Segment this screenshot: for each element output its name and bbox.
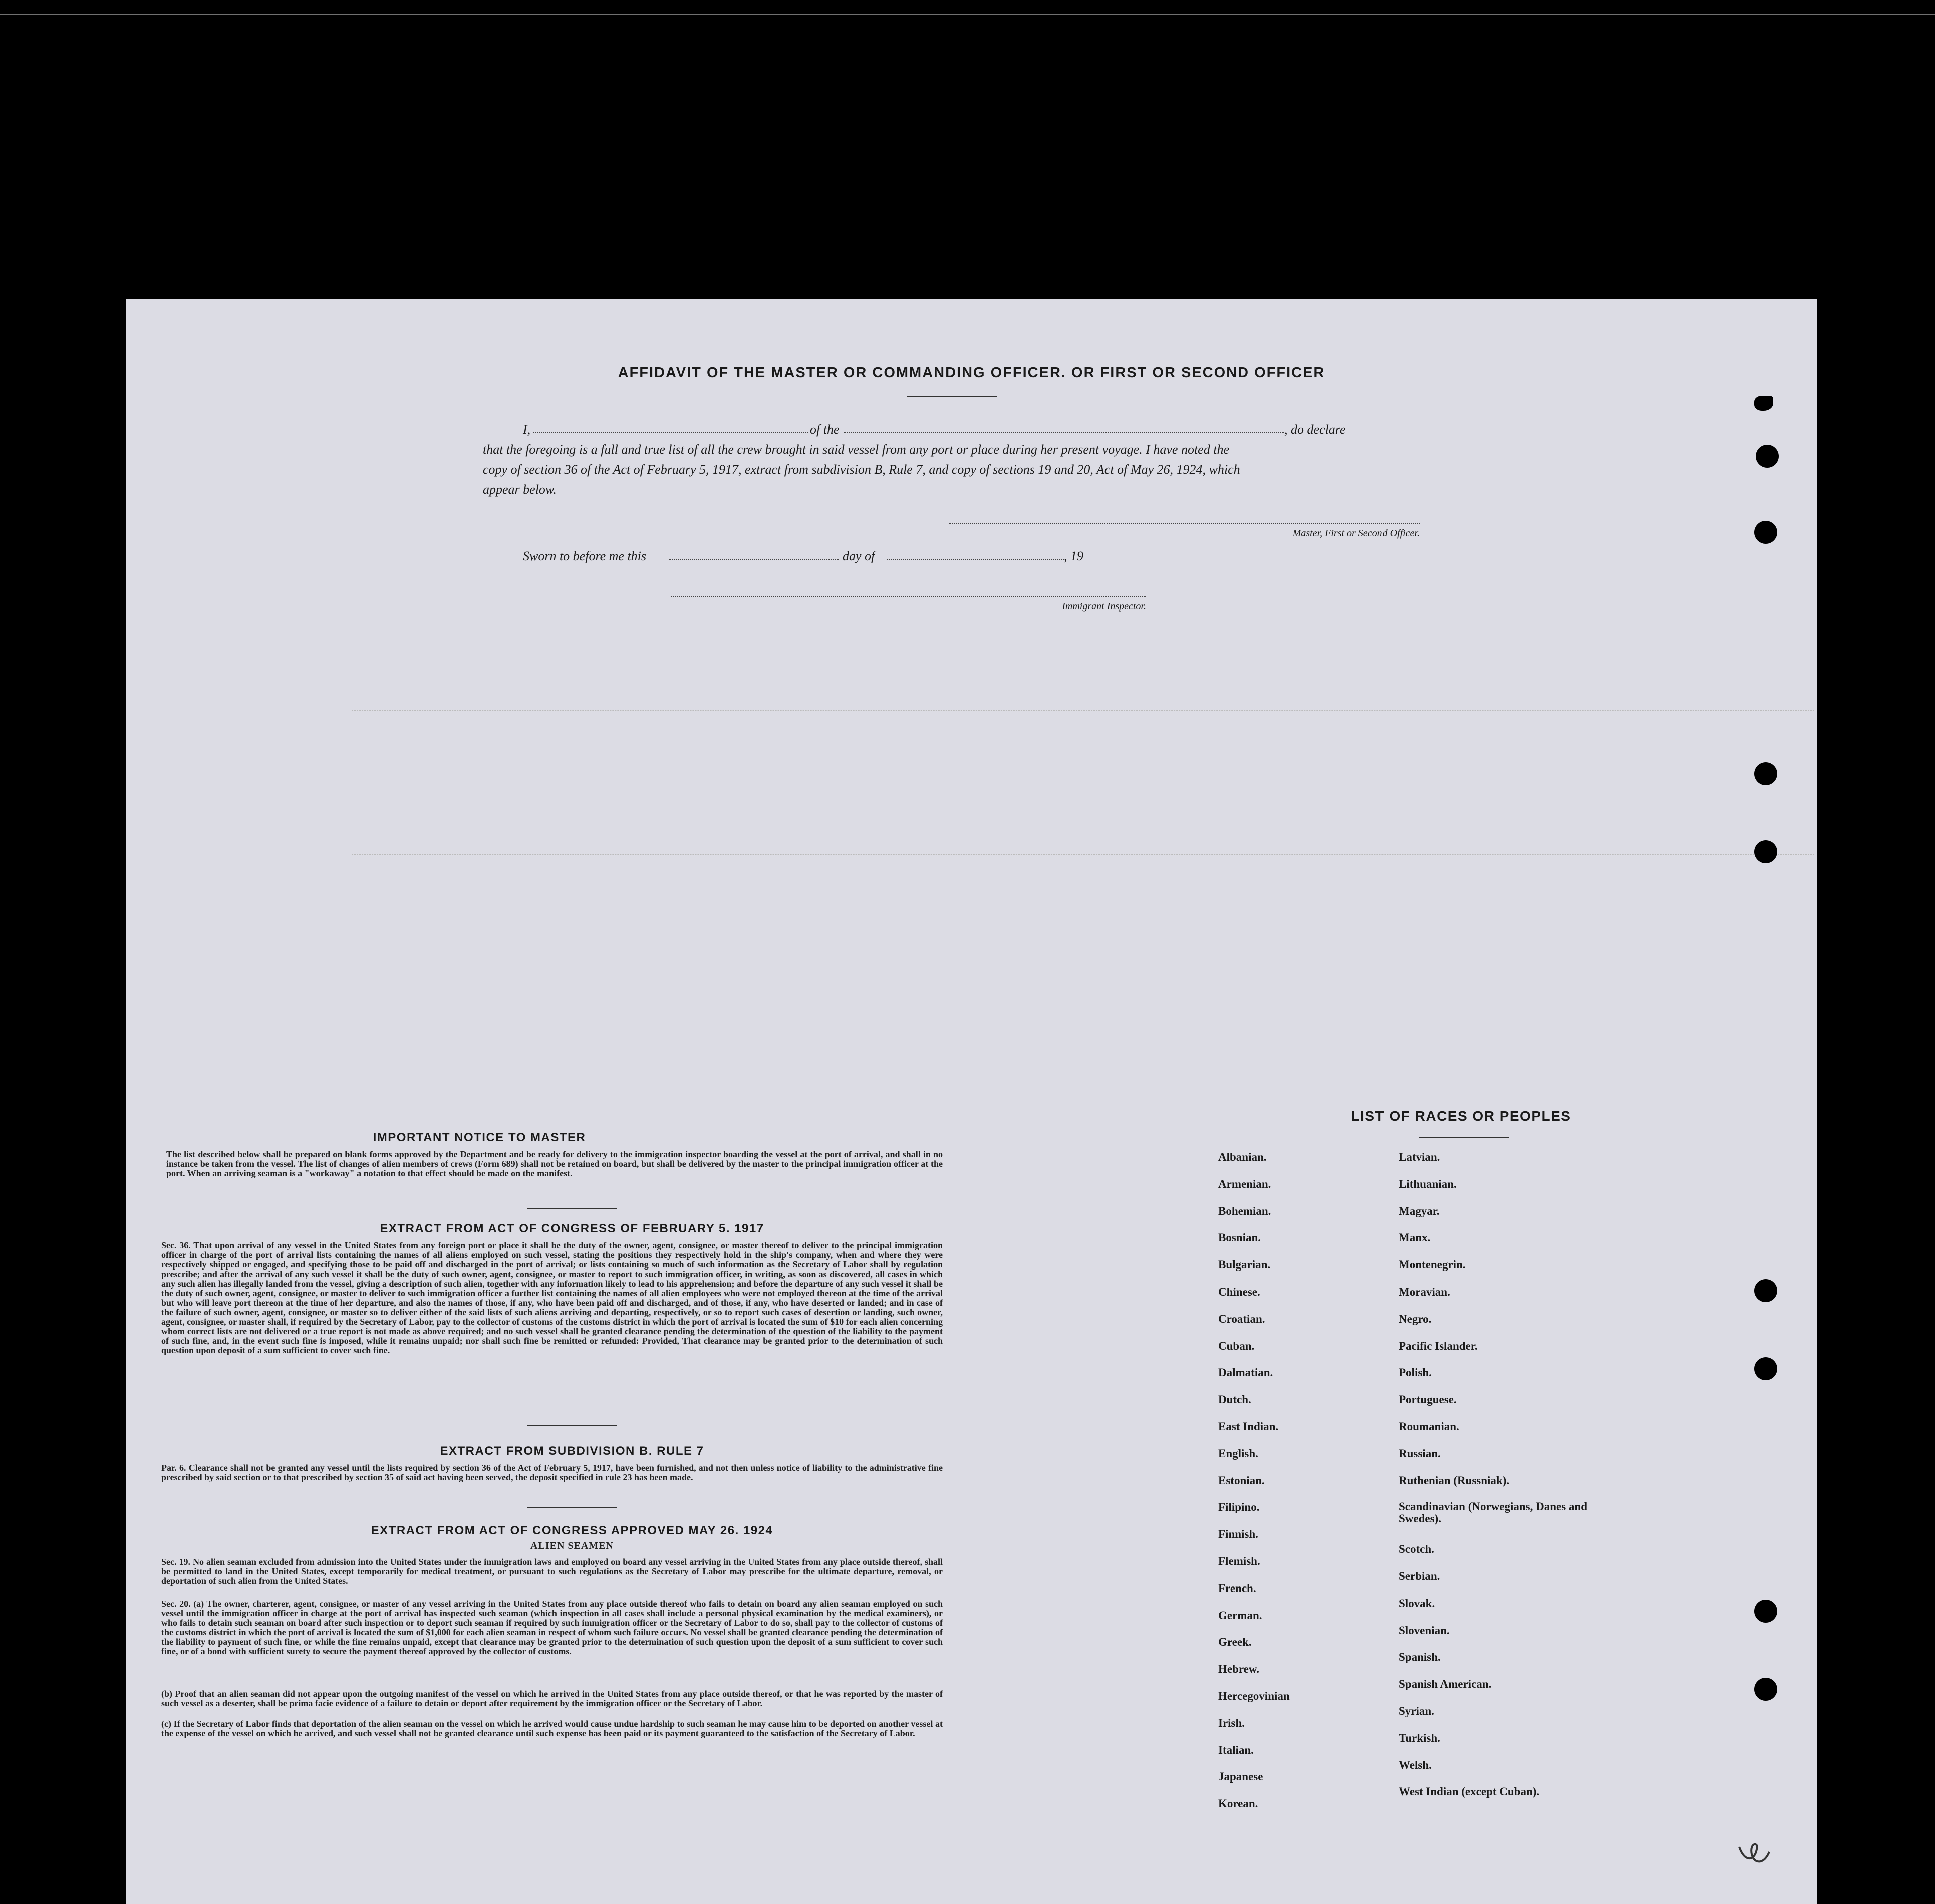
race-item: Greek. [1218, 1636, 1252, 1649]
master-caption: Master, First or Second Officer. [1292, 528, 1420, 539]
race-item: Negro. [1399, 1312, 1432, 1325]
race-item: Italian. [1218, 1743, 1254, 1756]
race-item: Albanian. [1218, 1151, 1267, 1163]
punch-hole-icon [1754, 840, 1777, 863]
races-title: LIST OF RACES OR PEOPLES [1351, 1108, 1571, 1124]
inspector-signature-line[interactable] [671, 596, 1146, 597]
race-item: Bohemian. [1218, 1204, 1271, 1217]
sec-20a-text: Sec. 20. (a) The owner, charterer, agent, consignee, or master of any vessel arriving in the United States from any place outside thereof who fails to detain on board any alien seaman employed on such vessel until the immigration officer in charge at the port of arrival has inspected such seaman (which inspection in all cases shall include a personal physical examination by the medical examiners), or who fails to detain such seaman on board after such inspection or to deport such seaman if required by such immigration officer or the Secretary of Labor to do so, shall pay to the collector of customs of the customs district in which the port of arrival is located the sum of $1,000 for each alien seaman in respect of whom such failure occurs. No vessel shall be granted clearance pending the determination of the liability to payment of such fine, or while the fine remains unpaid, except that clearance may be granted prior to the determination of such question upon the deposit of a sum sufficient to cover such fine, or of a bond with sufficient surety to secure the payment thereof approved by the collector of customs. [161, 1599, 943, 1656]
race-item: Manx. [1399, 1231, 1431, 1244]
race-item: Spanish American. [1399, 1678, 1492, 1691]
race-item: Ruthenian (Russniak). [1399, 1474, 1510, 1487]
punch-hole-icon [1754, 1600, 1777, 1623]
sworn-label: Sworn to before me this [523, 549, 647, 563]
affidavit-title: AFFIDAVIT OF THE MASTER OR COMMANDING OFFICER. OR FIRST OR SECOND OFFICER [618, 365, 1325, 381]
affidavit-para-1: that the foregoing is a full and true list of all the crew brought in said vessel from any port or place during her present voyage. I have noted the [483, 442, 1229, 457]
race-item: Russian. [1399, 1447, 1441, 1460]
race-item: Dutch. [1218, 1393, 1251, 1406]
race-item: Dalmatian. [1218, 1366, 1273, 1379]
race-item: Turkish. [1399, 1731, 1440, 1744]
race-item: Hebrew. [1218, 1663, 1259, 1676]
race-item: Bulgarian. [1218, 1258, 1271, 1272]
race-item: Scotch. [1399, 1543, 1434, 1556]
document-page [126, 299, 1817, 1904]
races-rule [1419, 1137, 1509, 1138]
scan-top-line [0, 14, 1935, 15]
punch-hole-icon [1754, 762, 1777, 785]
race-item: Chinese. [1218, 1286, 1260, 1298]
race-item: Lithuanian. [1399, 1177, 1457, 1190]
master-signature-line[interactable] [949, 523, 1420, 524]
punch-hole-icon [1754, 1678, 1777, 1701]
race-item: English. [1218, 1447, 1258, 1460]
race-item: Armenian. [1218, 1177, 1271, 1190]
race-item: Syrian. [1399, 1705, 1434, 1717]
notice-text: The list described below shall be prepared on blank forms approved by the Department and be ready for delivery to the immigration inspector boarding the vessel at the port of arrival, and shall in no instance be taken from the vessel. The list of changes of alien members of crews (Form 689) shall not be retained on board, but shall be delivered by the master to the principal immigration officer at the port. When an arriving seaman is a "workaway" a notation to that effect should be made on the manifest. [166, 1149, 943, 1178]
affidavit-para-2: copy of section 36 of the Act of February 5, 1917, extract from subdivision B, Rule 7, and copy of sections 19 and 20, Act of May 26, 1924, which [483, 462, 1240, 477]
punch-hole-icon [1756, 445, 1779, 468]
race-item: West Indian (except Cuban). [1399, 1785, 1540, 1798]
sworn-month-blank[interactable] [887, 559, 1064, 560]
year-prefix: , 19 [1064, 549, 1083, 563]
race-item: Serbian. [1399, 1570, 1440, 1582]
race-item: Bosnian. [1218, 1231, 1261, 1244]
race-item: Portuguese. [1399, 1393, 1457, 1406]
affidavit-i: I, [523, 422, 531, 437]
punch-hole-icon [1754, 1279, 1777, 1302]
title-rule [907, 396, 997, 397]
race-item: Latvian. [1399, 1151, 1440, 1163]
day-of-label: day of [843, 549, 875, 563]
extract-1917-text: Sec. 36. That upon arrival of any vessel in the United States from any foreign port or place it shall be the duty of the owner, agent, consignee, or master thereof to deliver to the principal immigration officer in charge of the port of arrival lists containing the names of all aliens employed on such vessel, stating the positions they respectively hold in the ship's company, when and where they were respectively shipped or engaged, and specifying those to be paid off and discharged in the port of arrival; or lists containing so much of such information as the Secretary of Labor shall by regulation prescribe; and after the arrival of any such vessel it shall be the duty of such owner, agent, consignee, or master to report to such immigration officer, in writing, as soon as discovered, all cases in which any such alien has illegally landed from the vessel, giving a description of such alien, together with any information likely to lead to his apprehension; and before the departure of any such vessel it shall be the duty of such owner, agent, consignee, or master to deliver to such immigration officer a further list containing the names of all alien employees who were not employed thereon at the time of the arrival but who will leave port thereon at the time of her departure, and also the names of those, if any, who have been paid off and discharged, and of those, if any, who have deserted or landed; and in case of the failure of such owner, agent, consignee, or master so to deliver either of the said lists of such aliens arriving and departing, respectively, or so to report such cases of desertion or landing, such owner, agent, consignee, or master shall, if required by the Secretary of Labor, pay to the collector of customs of the customs district in which the port of arrival is located the sum of $10 for each alien concerning whom correct lists are not delivered or a true report is not made as above required; and no such vessel shall be granted clearance pending the determination of the question of the liability to the payment of such fine, and, in the event such fine is imposed, while it remains unpaid; nor shall such fine be remitted or refunded: Provided, That clearance may be granted prior to the determination of such question upon deposit of a sum sufficient to cover such fine. [161, 1240, 943, 1355]
extract-1924-title: EXTRACT FROM ACT OF CONGRESS APPROVED MAY 26. 1924 [371, 1524, 773, 1537]
race-item: Cuban. [1218, 1339, 1255, 1352]
name-blank[interactable] [533, 432, 808, 433]
race-item: Japanese [1218, 1770, 1263, 1783]
race-item: Moravian. [1399, 1286, 1450, 1298]
race-item: Estonian. [1218, 1474, 1265, 1487]
extract-1917-title: EXTRACT FROM ACT OF CONGRESS OF FEBRUARY 5. 1917 [380, 1222, 764, 1235]
sworn-day-blank[interactable] [669, 559, 839, 560]
race-item: Slovak. [1399, 1597, 1435, 1610]
race-item: Slovenian. [1399, 1624, 1450, 1637]
punch-hole-icon [1754, 1357, 1777, 1380]
race-item: Montenegrin. [1399, 1258, 1466, 1272]
race-item: Korean. [1218, 1797, 1258, 1810]
handwritten-mark-icon [1734, 1837, 1774, 1872]
race-item: Polish. [1399, 1366, 1432, 1379]
race-item: Hercegovinian [1218, 1690, 1290, 1702]
race-item: French. [1218, 1581, 1256, 1595]
sec-20c-text: (c) If the Secretary of Labor finds that deportation of the alien seaman on the vessel on which he arrived would cause undue hardship to such seaman he may cause him to be deported on another vessel at the expense of the vessel on which he arrived, and such vessel shall not be granted clearance until such expense has been paid or its payment guaranteed to the satisfaction of the Secretary of Labor. [161, 1719, 943, 1738]
rule7-text: Par. 6. Clearance shall not be granted any vessel until the lists required by section 36 of the Act of February 5, 1917, have been furnished, and not then unless notice of liability to the administrative fine prescribed by said section or to that prescribed by section 35 of said act having been served, the deposit specified in rule 23 has been made. [161, 1463, 943, 1482]
race-item: Irish. [1218, 1716, 1245, 1729]
race-item: Pacific Islander. [1399, 1339, 1478, 1352]
sec-19-text: Sec. 19. No alien seaman excluded from admission into the United States under the immigration laws and employed on board any vessel arriving in the United States from any place outside thereof, shall be permitted to land in the United States, except temporarily for medical treatment, or pursuant to such regulations as the Secretary of Labor may prescribe for the ultimate departure, removal, or deportation of such alien from the United States. [161, 1557, 943, 1586]
inspector-caption: Immigrant Inspector. [1062, 601, 1146, 612]
race-item: German. [1218, 1609, 1262, 1622]
race-item: Roumanian. [1399, 1420, 1459, 1433]
notice-title: IMPORTANT NOTICE TO MASTER [373, 1131, 586, 1144]
race-item: Flemish. [1218, 1555, 1260, 1567]
ink-mark-icon [1754, 396, 1773, 411]
section-rule [527, 1507, 617, 1508]
race-item: Magyar. [1399, 1204, 1440, 1217]
race-item: Croatian. [1218, 1312, 1265, 1325]
race-item: Welsh. [1399, 1758, 1432, 1771]
alien-seamen-subtitle: ALIEN SEAMEN [530, 1540, 614, 1551]
section-rule [527, 1425, 617, 1426]
race-item: Filipino. [1218, 1501, 1260, 1514]
race-item: Finnish. [1218, 1528, 1258, 1541]
affidavit-para-3: appear below. [483, 482, 557, 497]
affidavit-declare: , do declare [1284, 422, 1346, 437]
faint-row-line [352, 710, 1814, 711]
faint-row-line [352, 854, 1814, 855]
rule7-title: EXTRACT FROM SUBDIVISION B. RULE 7 [440, 1444, 704, 1458]
race-item: Spanish. [1399, 1651, 1441, 1664]
race-item: East Indian. [1218, 1420, 1279, 1433]
punch-hole-icon [1754, 521, 1777, 544]
vessel-blank[interactable] [844, 432, 1284, 433]
race-item: Scandinavian (Norwegians, Danes and Swedes). [1399, 1500, 1588, 1525]
sec-20b-text: (b) Proof that an alien seaman did not appear upon the outgoing manifest of the vessel on which he arrived in the United States from any place outside thereof, or that he was reported by the master of such vessel as a deserter, shall be prima facie evidence of a failure to detain or deport after requirement by the immigration officer or the Secretary of Labor. [161, 1689, 943, 1708]
section-rule [527, 1208, 617, 1209]
affidavit-of-the: of the [810, 422, 840, 437]
